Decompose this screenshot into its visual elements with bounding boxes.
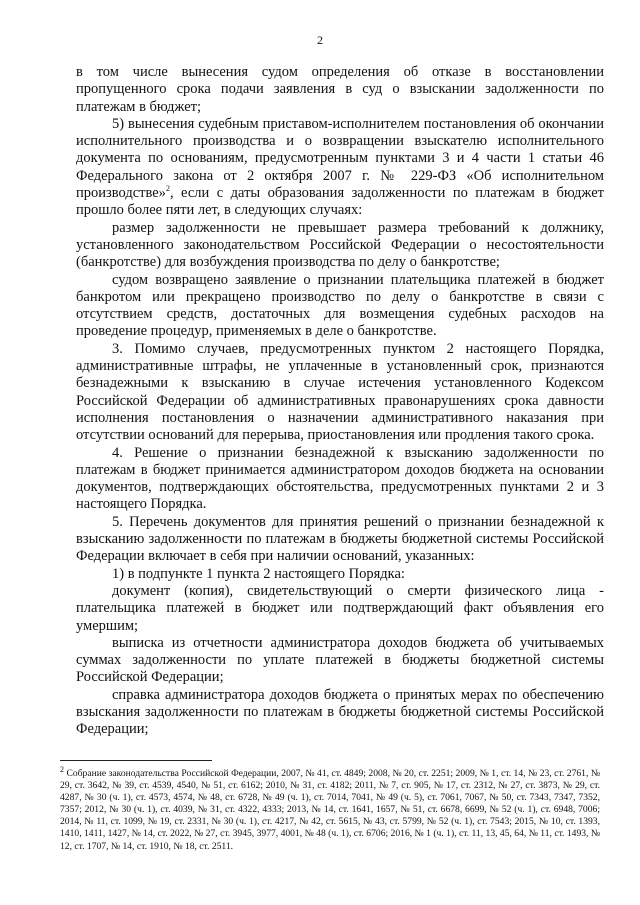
footnote-mark: 2 [60,764,64,774]
footnotes [60,764,600,853]
paragraph-death-document: документ (копия), свидетельствующий о смерти физического лица - плательщика платежей в бюджет или подтверждающий факт объявления его умершим; [76,582,604,634]
paragraph-item-5 [76,116,604,220]
footnote-divider [60,760,212,761]
paragraph-item-5-text: 5) вынесения судебным приставом-исполнителем постановления об окончании исполнительного производства и о возвращении взыскателю исполнительного документа по основаниям, предусмотренным пунктами 3 и 4 части 1 статьи 46 Федерального закона от 2 октября 2007 г. № 229-ФЗ «Об исполнительном производстве» [76,115,604,202]
paragraph-case-bankruptcy: судом возвращено заявление о признании плательщика платежей в бюджет банкротом или прекращено производство по делу о банкротстве в связи с отсутствием средств, достаточных для возмещения судебных расходов на проведение процедур, применяемых в деле о банкротстве. [76,271,604,340]
paragraph-item-5-tail: , если с даты образования задолженности по платежам в бюджет прошло более пяти лет, в следующих случаях: [76,185,604,219]
footnote-text: Собрание законодательства Российской Федерации, 2007, № 41, ст. 4849; 2008, № 20, ст. 2251; 2009, № 1, ст. 14, № 23, ст. 2761, № 29, ст. 3642, № 39, ст. 4539, 4540, № 51, ст. 6162; 2010, № 31, ст. 4182; 2011, № 7, ст. 905, № 17, ст. 2312, № 27, ст. 3873, № 29, ст. 4287, № 30 (ч. 1), ст. 4573, 4574, № 48, ст. 6728, № 49 (ч. 1), ст. 7014, 7041, № 49 (ч. 5), ст. 7061, 7067, № 50, ст. 7343, 7347, 7352, 7357; 2012, № 30 (ч. 1), ст. 4039, № 31, ст. 4322, 4333; 2013, № 14, ст. 1641, 1657, № 51, ст. 6678, 6699, № 52 (ч. 1), ст. 6948, 7006; 2014, № 11, ст. 1099, № 19, ст. 2331, № 30 (ч. 1), ст. 4217, № 42, ст. 5615, № 43, ст. 5799, № 52 (ч. 1), ст. 7543; 2015, № 10, ст. 1393, 1410, 1411, 1427, № 14, ст. 2022, № 27, ст. 3945, 3977, 4001, № 48 (ч. 1), ст. 6706; 2016, № 1 (ч. 1), ст. 11, 13, 45, 64, № 11, ст. 1493, № 12, ст. 1707, № 14, ст. 1910, № 18, ст. 2511. [60,768,600,852]
paragraph-section-4: 4. Решение о признании безнадежной к взысканию задолженности по платежам в бюджет принимается администратором доходов бюджета на основании документов, подтверждающих обстоятельства, предусмотренных пунктами 2 и 3 настоящего Порядка. [76,444,604,513]
paragraph-subitem-1: 1) в подпункте 1 пункта 2 настоящего Порядка: [112,565,405,582]
footnote-reference[interactable]: 2 [165,184,170,194]
paragraph-section-3: 3. Помимо случаев, предусмотренных пунктом 2 настоящего Порядка, административные штрафы, не уплаченные в установленный срок, признаются безнадежными к взысканию в случае истечения установленного Кодексом Российской Федерации об административных правонарушениях срока давности исполнения постановления о назначении административного наказания при отсутствии оснований для перерыва, приостановления или продления такого срока. [76,340,604,444]
paragraph-administrator-certificate: справка администратора доходов бюджета о принятых мерах по обеспечению взыскания задолженности по платежам в бюджеты бюджетной системы Российской Федерации; [76,686,604,738]
footnote-2 [60,764,600,853]
paragraph-case-debt-size: размер задолженности не превышает размера требований к должнику, установленного законодательством Российской Федерации о несостоятельности (банкротстве) для возбуждения производства по делу о банкротстве; [76,219,604,271]
page-number: 2 [317,33,323,47]
paragraph-reporting-extract: выписка из отчетности администратора доходов бюджета об учитываемых суммах задолженности по уплате платежей в бюджеты бюджетной системы Российской Федерации; [76,634,604,686]
paragraph-continuation: в том числе вынесения судом определения об отказе в восстановлении пропущенного срока подачи заявления в суд о взыскании задолженности по платежам в бюджет; [76,64,604,115]
body-text [76,64,604,739]
paragraph-section-5: 5. Перечень документов для принятия решений о признании безнадежной к взысканию задолженности по платежам в бюджеты бюджетной системы Российской Федерации включает в себя при наличии оснований, указанных: [76,513,604,565]
